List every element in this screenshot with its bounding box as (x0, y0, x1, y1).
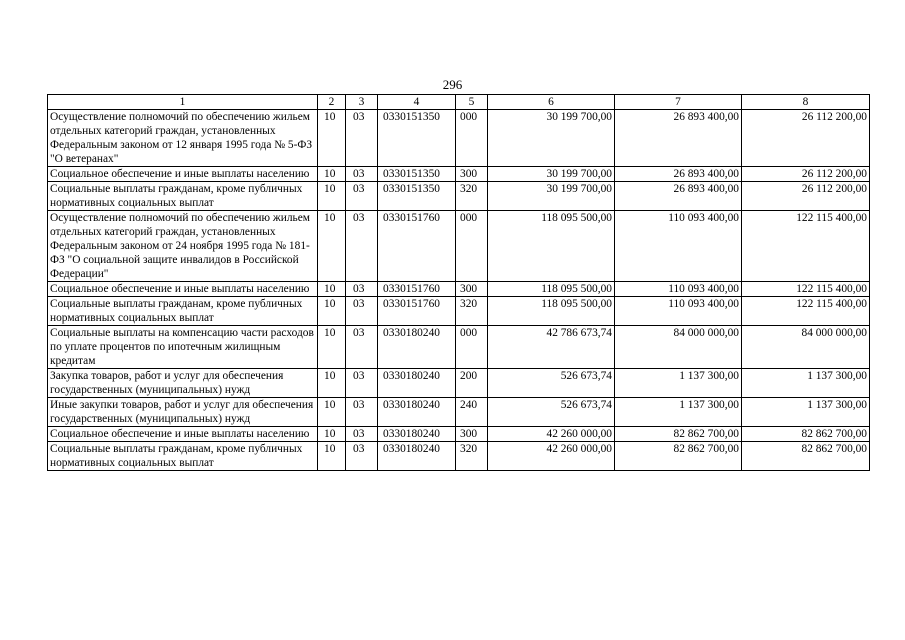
row-amount-8: 82 862 700,00 (742, 442, 870, 471)
row-subsection: 03 (346, 369, 378, 398)
row-target-code: 0330151760 (378, 211, 456, 282)
row-expense-type: 300 (456, 282, 488, 297)
row-name: Социальное обеспечение и иные выплаты населению (48, 167, 318, 182)
row-section: 10 (318, 326, 346, 369)
row-amount-6: 30 199 700,00 (488, 110, 615, 167)
row-target-code: 0330180240 (378, 442, 456, 471)
row-amount-6: 30 199 700,00 (488, 182, 615, 211)
row-amount-6: 118 095 500,00 (488, 211, 615, 282)
row-amount-7: 82 862 700,00 (615, 442, 742, 471)
row-expense-type: 000 (456, 326, 488, 369)
table-row (48, 167, 870, 182)
table-row (48, 297, 870, 326)
table-row (48, 427, 870, 442)
row-expense-type: 200 (456, 369, 488, 398)
row-section: 10 (318, 427, 346, 442)
row-section: 10 (318, 282, 346, 297)
row-section: 10 (318, 167, 346, 182)
budget-table (47, 94, 870, 471)
row-amount-8: 84 000 000,00 (742, 326, 870, 369)
table-row (48, 182, 870, 211)
row-amount-8: 122 115 400,00 (742, 297, 870, 326)
row-expense-type: 320 (456, 442, 488, 471)
row-amount-6: 526 673,74 (488, 398, 615, 427)
row-amount-6: 42 786 673,74 (488, 326, 615, 369)
row-section: 10 (318, 297, 346, 326)
row-target-code: 0330151760 (378, 282, 456, 297)
row-amount-7: 110 093 400,00 (615, 282, 742, 297)
row-amount-6: 118 095 500,00 (488, 282, 615, 297)
row-name: Социальные выплаты на компенсацию части расходов по уплате процентов по ипотечным жилищным кредитам (48, 326, 318, 369)
table-body (48, 110, 870, 471)
row-target-code: 0330180240 (378, 398, 456, 427)
row-name: Осуществление полномочий по обеспечению жильем отдельных категорий граждан, установленных Федеральным законом от 24 ноября 1995 года № 181-ФЗ "О социальной защите инвалидов в Российской Федерации" (48, 211, 318, 282)
row-expense-type: 300 (456, 427, 488, 442)
row-subsection: 03 (346, 167, 378, 182)
row-target-code: 0330151350 (378, 182, 456, 211)
row-amount-6: 118 095 500,00 (488, 297, 615, 326)
header-cell-4: 4 (378, 95, 456, 110)
row-subsection: 03 (346, 442, 378, 471)
row-name: Социальные выплаты гражданам, кроме публичных нормативных социальных выплат (48, 182, 318, 211)
row-amount-7: 82 862 700,00 (615, 427, 742, 442)
header-cell-1: 1 (48, 95, 318, 110)
row-expense-type: 300 (456, 167, 488, 182)
row-name: Иные закупки товаров, работ и услуг для обеспечения государственных (муниципальных) нужд (48, 398, 318, 427)
row-amount-7: 26 893 400,00 (615, 182, 742, 211)
row-amount-6: 30 199 700,00 (488, 167, 615, 182)
row-subsection: 03 (346, 211, 378, 282)
row-target-code: 0330151350 (378, 110, 456, 167)
row-name: Социальные выплаты гражданам, кроме публичных нормативных социальных выплат (48, 297, 318, 326)
table-row (48, 398, 870, 427)
row-section: 10 (318, 110, 346, 167)
row-amount-8: 122 115 400,00 (742, 211, 870, 282)
row-amount-8: 1 137 300,00 (742, 398, 870, 427)
row-amount-7: 26 893 400,00 (615, 110, 742, 167)
header-cell-7: 7 (615, 95, 742, 110)
table-header (48, 95, 870, 110)
row-section: 10 (318, 369, 346, 398)
table-row (48, 369, 870, 398)
row-expense-type: 000 (456, 110, 488, 167)
row-subsection: 03 (346, 282, 378, 297)
row-amount-7: 1 137 300,00 (615, 369, 742, 398)
row-target-code: 0330180240 (378, 326, 456, 369)
row-amount-8: 26 112 200,00 (742, 110, 870, 167)
row-name: Осуществление полномочий по обеспечению жильем отдельных категорий граждан, установленных Федеральным законом от 12 января 1995 года № 5-ФЗ "О ветеранах" (48, 110, 318, 167)
row-amount-7: 26 893 400,00 (615, 167, 742, 182)
row-section: 10 (318, 398, 346, 427)
table-row (48, 110, 870, 167)
table-row (48, 282, 870, 297)
row-amount-8: 1 137 300,00 (742, 369, 870, 398)
row-name: Социальное обеспечение и иные выплаты населению (48, 427, 318, 442)
table-row (48, 442, 870, 471)
row-amount-6: 526 673,74 (488, 369, 615, 398)
row-amount-6: 42 260 000,00 (488, 427, 615, 442)
row-amount-7: 1 137 300,00 (615, 398, 742, 427)
row-target-code: 0330151760 (378, 297, 456, 326)
row-target-code: 0330180240 (378, 369, 456, 398)
row-name: Социальные выплаты гражданам, кроме публичных нормативных социальных выплат (48, 442, 318, 471)
row-amount-8: 122 115 400,00 (742, 282, 870, 297)
header-cell-5: 5 (456, 95, 488, 110)
table-row (48, 326, 870, 369)
row-subsection: 03 (346, 182, 378, 211)
header-row (48, 95, 870, 110)
header-cell-8: 8 (742, 95, 870, 110)
row-amount-8: 82 862 700,00 (742, 427, 870, 442)
header-cell-3: 3 (346, 95, 378, 110)
row-target-code: 0330180240 (378, 427, 456, 442)
row-expense-type: 320 (456, 297, 488, 326)
row-amount-8: 26 112 200,00 (742, 182, 870, 211)
header-cell-2: 2 (318, 95, 346, 110)
row-expense-type: 240 (456, 398, 488, 427)
row-amount-7: 110 093 400,00 (615, 211, 742, 282)
row-section: 10 (318, 182, 346, 211)
header-cell-6: 6 (488, 95, 615, 110)
row-amount-6: 42 260 000,00 (488, 442, 615, 471)
page-number: 296 (442, 77, 463, 92)
row-name: Социальное обеспечение и иные выплаты населению (48, 282, 318, 297)
row-subsection: 03 (346, 326, 378, 369)
row-amount-7: 110 093 400,00 (615, 297, 742, 326)
row-amount-7: 84 000 000,00 (615, 326, 742, 369)
row-subsection: 03 (346, 110, 378, 167)
row-expense-type: 320 (456, 182, 488, 211)
row-subsection: 03 (346, 427, 378, 442)
row-subsection: 03 (346, 398, 378, 427)
row-amount-8: 26 112 200,00 (742, 167, 870, 182)
row-target-code: 0330151350 (378, 167, 456, 182)
row-subsection: 03 (346, 297, 378, 326)
row-section: 10 (318, 211, 346, 282)
row-name: Закупка товаров, работ и услуг для обеспечения государственных (муниципальных) нужд (48, 369, 318, 398)
row-expense-type: 000 (456, 211, 488, 282)
table-row (48, 211, 870, 282)
row-section: 10 (318, 442, 346, 471)
